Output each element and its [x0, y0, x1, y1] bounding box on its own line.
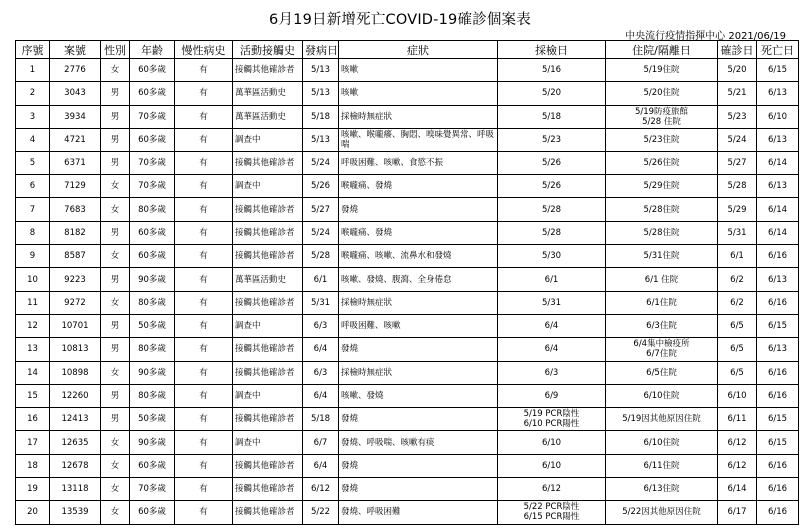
cell-admission: 6/13住院 [606, 478, 718, 501]
cell-sampling: 5/23 [498, 128, 606, 151]
header-contact: 活動接觸史 [233, 41, 303, 59]
cell-sampling: 5/22 PCR陰性 6/15 PCR陽性 [498, 501, 606, 524]
cell-contact: 接觸其他確診者 [233, 408, 303, 431]
cell-onset: 5/24 [303, 152, 339, 175]
cell-onset: 5/27 [303, 198, 339, 221]
cell-sampling: 5/28 [498, 198, 606, 221]
cell-sampling: 6/3 [498, 361, 606, 384]
cell-sex: 女 [101, 245, 130, 268]
cell-death: 6/13 [757, 175, 799, 198]
cell-contact: 接觸其他確診者 [233, 245, 303, 268]
cell-case-no: 8587 [50, 245, 101, 268]
cell-chronic: 有 [175, 431, 233, 454]
cell-symptoms: 發燒 [339, 408, 498, 431]
cell-admission: 6/4集中檢疫所 6/7住院 [606, 338, 718, 361]
cell-onset: 5/13 [303, 82, 339, 105]
cell-sex: 男 [101, 82, 130, 105]
cell-sampling: 6/4 [498, 314, 606, 337]
header-row [16, 41, 799, 59]
cell-death: 6/16 [757, 384, 799, 407]
cell-age: 60多歲 [130, 245, 175, 268]
cell-confirmed: 6/5 [718, 361, 757, 384]
case-table [15, 40, 799, 525]
header-onset: 發病日 [303, 41, 339, 59]
cell-chronic: 有 [175, 268, 233, 291]
cell-confirmed: 5/21 [718, 82, 757, 105]
cell-symptoms: 發燒、呼吸困難 [339, 501, 498, 524]
cell-symptoms: 咳嗽、喉嚨癢、胸悶、嗅味覺異常、呼吸喘 [339, 128, 498, 151]
cell-onset: 5/31 [303, 291, 339, 314]
cell-seq: 1 [16, 59, 50, 82]
cell-seq: 11 [16, 291, 50, 314]
cell-admission: 6/10住院 [606, 384, 718, 407]
cell-sex: 男 [101, 268, 130, 291]
table-row [16, 245, 799, 268]
cell-seq: 9 [16, 245, 50, 268]
table-row [16, 152, 799, 175]
cell-admission: 5/28住院 [606, 198, 718, 221]
cell-age: 60多歲 [130, 501, 175, 524]
cell-sex: 男 [101, 408, 130, 431]
cell-age: 60多歲 [130, 59, 175, 82]
table-row [16, 408, 799, 431]
cell-age: 50多歲 [130, 408, 175, 431]
cell-admission: 5/22因其他原因住院 [606, 501, 718, 524]
cell-death: 6/16 [757, 245, 799, 268]
cell-age: 90多歲 [130, 361, 175, 384]
cell-onset: 6/7 [303, 431, 339, 454]
cell-symptoms: 發燒 [339, 454, 498, 477]
cell-confirmed: 6/2 [718, 268, 757, 291]
cell-chronic: 有 [175, 408, 233, 431]
cell-case-no: 12413 [50, 408, 101, 431]
cell-death: 6/15 [757, 431, 799, 454]
cell-seq: 6 [16, 175, 50, 198]
cell-contact: 接觸其他確診者 [233, 152, 303, 175]
cell-contact: 接觸其他確診者 [233, 291, 303, 314]
cell-sampling: 6/9 [498, 384, 606, 407]
cell-case-no: 12635 [50, 431, 101, 454]
cell-sampling: 5/30 [498, 245, 606, 268]
cell-chronic: 有 [175, 175, 233, 198]
cell-symptoms: 咳嗽、發燒 [339, 384, 498, 407]
cell-sex: 男 [101, 128, 130, 151]
cell-onset: 5/22 [303, 501, 339, 524]
cell-sex: 男 [101, 384, 130, 407]
cell-symptoms: 呼吸困難、咳嗽 [339, 314, 498, 337]
cell-confirmed: 6/5 [718, 338, 757, 361]
cell-seq: 4 [16, 128, 50, 151]
table-row [16, 175, 799, 198]
cell-death: 6/13 [757, 128, 799, 151]
cell-confirmed: 6/1 [718, 245, 757, 268]
cell-death: 6/16 [757, 501, 799, 524]
cell-sex: 男 [101, 221, 130, 244]
cell-case-no: 9272 [50, 291, 101, 314]
cell-onset: 6/3 [303, 361, 339, 384]
cell-admission: 6/5住院 [606, 361, 718, 384]
cell-symptoms: 咳嗽、發燒、腹瀉、全身倦怠 [339, 268, 498, 291]
cell-onset: 5/13 [303, 59, 339, 82]
cell-admission: 5/26住院 [606, 152, 718, 175]
cell-chronic: 有 [175, 198, 233, 221]
header-admission: 住院/隔離日 [606, 41, 718, 59]
cell-confirmed: 6/10 [718, 384, 757, 407]
table-row [16, 478, 799, 501]
cell-symptoms: 喉嚨痛、咳嗽、流鼻水和發燒 [339, 245, 498, 268]
cell-confirmed: 5/20 [718, 59, 757, 82]
cell-admission: 6/1住院 [606, 291, 718, 314]
cell-age: 70多歲 [130, 152, 175, 175]
cell-case-no: 3934 [50, 105, 101, 128]
cell-symptoms: 發燒 [339, 478, 498, 501]
cell-age: 50多歲 [130, 314, 175, 337]
cell-sex: 女 [101, 175, 130, 198]
cell-age: 70多歲 [130, 175, 175, 198]
cell-sex: 男 [101, 152, 130, 175]
cell-onset: 5/28 [303, 245, 339, 268]
cell-case-no: 13118 [50, 478, 101, 501]
cell-case-no: 4721 [50, 128, 101, 151]
cell-case-no: 3043 [50, 82, 101, 105]
table-row [16, 105, 799, 128]
cell-seq: 10 [16, 268, 50, 291]
cell-case-no: 10701 [50, 314, 101, 337]
cell-chronic: 有 [175, 105, 233, 128]
cell-confirmed: 5/29 [718, 198, 757, 221]
cell-onset: 6/1 [303, 268, 339, 291]
cell-admission: 5/19防疫旅館 5/28 住院 [606, 105, 718, 128]
cell-admission: 6/1 住院 [606, 268, 718, 291]
cell-sampling: 5/18 [498, 105, 606, 128]
cell-death: 6/14 [757, 198, 799, 221]
cell-contact: 接觸其他確診者 [233, 198, 303, 221]
cell-sex: 女 [101, 198, 130, 221]
cell-chronic: 有 [175, 82, 233, 105]
cell-seq: 19 [16, 478, 50, 501]
header-age: 年齡 [130, 41, 175, 59]
cell-contact: 接觸其他確診者 [233, 361, 303, 384]
cell-contact: 調查中 [233, 314, 303, 337]
cell-symptoms: 發燒、呼吸喘、咳嗽有痰 [339, 431, 498, 454]
cell-symptoms: 咳嗽 [339, 59, 498, 82]
cell-seq: 3 [16, 105, 50, 128]
cell-onset: 6/3 [303, 314, 339, 337]
table-row [16, 128, 799, 151]
cell-contact: 調查中 [233, 128, 303, 151]
cell-admission: 5/19住院 [606, 59, 718, 82]
cell-symptoms: 發燒 [339, 198, 498, 221]
cell-confirmed: 6/5 [718, 314, 757, 337]
cell-admission: 5/23住院 [606, 128, 718, 151]
cell-symptoms: 發燒 [339, 338, 498, 361]
cell-confirmed: 6/11 [718, 408, 757, 431]
table-row [16, 314, 799, 337]
cell-death: 6/16 [757, 478, 799, 501]
cell-case-no: 8182 [50, 221, 101, 244]
cell-death: 6/15 [757, 59, 799, 82]
cell-confirmed: 5/28 [718, 175, 757, 198]
cell-sex: 男 [101, 105, 130, 128]
cell-age: 80多歲 [130, 291, 175, 314]
cell-age: 70多歲 [130, 478, 175, 501]
cell-symptoms: 咳嗽 [339, 82, 498, 105]
cell-confirmed: 6/12 [718, 431, 757, 454]
cell-sampling: 6/12 [498, 478, 606, 501]
cell-chronic: 有 [175, 221, 233, 244]
cell-symptoms: 呼吸困難、咳嗽、食慾不振 [339, 152, 498, 175]
cell-seq: 8 [16, 221, 50, 244]
cell-onset: 5/18 [303, 408, 339, 431]
cell-chronic: 有 [175, 478, 233, 501]
cell-death: 6/13 [757, 82, 799, 105]
cell-seq: 18 [16, 454, 50, 477]
cell-contact: 調查中 [233, 384, 303, 407]
cell-sampling: 5/26 [498, 175, 606, 198]
cell-admission: 6/10住院 [606, 431, 718, 454]
cell-chronic: 有 [175, 361, 233, 384]
cell-symptoms: 採檢時無症狀 [339, 361, 498, 384]
cell-confirmed: 5/24 [718, 128, 757, 151]
cell-death: 6/14 [757, 152, 799, 175]
cell-contact: 萬華區活動史 [233, 105, 303, 128]
cell-admission: 6/3住院 [606, 314, 718, 337]
cell-onset: 5/24 [303, 221, 339, 244]
cell-chronic: 有 [175, 501, 233, 524]
header-sex: 性別 [101, 41, 130, 59]
cell-age: 60多歲 [130, 221, 175, 244]
cell-age: 60多歲 [130, 454, 175, 477]
table-row [16, 361, 799, 384]
cell-onset: 5/26 [303, 175, 339, 198]
cell-seq: 12 [16, 314, 50, 337]
cell-seq: 20 [16, 501, 50, 524]
table-row [16, 59, 799, 82]
cell-age: 60多歲 [130, 128, 175, 151]
table-row [16, 82, 799, 105]
cell-chronic: 有 [175, 384, 233, 407]
cell-sex: 女 [101, 59, 130, 82]
cell-seq: 14 [16, 361, 50, 384]
cell-symptoms: 喉嚨痛、發燒 [339, 175, 498, 198]
cell-onset: 6/12 [303, 478, 339, 501]
cell-contact: 接觸其他確診者 [233, 338, 303, 361]
table-row [16, 384, 799, 407]
cell-death: 6/15 [757, 314, 799, 337]
cell-sex: 男 [101, 314, 130, 337]
cell-sex: 女 [101, 361, 130, 384]
cell-admission: 5/31住院 [606, 245, 718, 268]
cell-contact: 接觸其他確診者 [233, 501, 303, 524]
cell-contact: 接觸其他確診者 [233, 59, 303, 82]
page-title: 6月19日新增死亡COVID-19確診個案表 [269, 12, 531, 28]
header-seq: 序號 [16, 41, 50, 59]
cell-age: 70多歲 [130, 105, 175, 128]
cell-age: 80多歲 [130, 384, 175, 407]
cell-chronic: 有 [175, 128, 233, 151]
table-row [16, 291, 799, 314]
cell-age: 80多歲 [130, 198, 175, 221]
cell-admission: 5/20住院 [606, 82, 718, 105]
cell-death: 6/13 [757, 338, 799, 361]
cell-case-no: 10898 [50, 361, 101, 384]
cell-case-no: 2776 [50, 59, 101, 82]
table-row [16, 431, 799, 454]
cell-seq: 17 [16, 431, 50, 454]
cell-sampling: 5/16 [498, 59, 606, 82]
cell-case-no: 6371 [50, 152, 101, 175]
cell-age: 90多歲 [130, 431, 175, 454]
cell-death: 6/13 [757, 268, 799, 291]
cell-chronic: 有 [175, 338, 233, 361]
cell-seq: 13 [16, 338, 50, 361]
cell-sex: 女 [101, 454, 130, 477]
table-row [16, 501, 799, 524]
cell-admission: 5/29住院 [606, 175, 718, 198]
cell-sex: 女 [101, 431, 130, 454]
cell-case-no: 10813 [50, 338, 101, 361]
cell-sampling: 5/31 [498, 291, 606, 314]
table-row [16, 268, 799, 291]
cell-contact: 接觸其他確診者 [233, 454, 303, 477]
cell-symptoms: 採檢時無症狀 [339, 105, 498, 128]
cell-sampling: 6/10 [498, 454, 606, 477]
cell-sampling: 5/28 [498, 221, 606, 244]
cell-contact: 調查中 [233, 431, 303, 454]
cell-case-no: 7129 [50, 175, 101, 198]
header-death: 死亡日 [757, 41, 799, 59]
cell-case-no: 13539 [50, 501, 101, 524]
cell-case-no: 12260 [50, 384, 101, 407]
cell-confirmed: 5/23 [718, 105, 757, 128]
cell-contact: 接觸其他確診者 [233, 478, 303, 501]
cell-confirmed: 5/27 [718, 152, 757, 175]
cell-contact: 接觸其他確診者 [233, 221, 303, 244]
cell-chronic: 有 [175, 454, 233, 477]
cell-sex: 女 [101, 291, 130, 314]
cell-seq: 2 [16, 82, 50, 105]
cell-sampling: 5/20 [498, 82, 606, 105]
cell-seq: 16 [16, 408, 50, 431]
cell-symptoms: 喉嚨痛、發燒 [339, 221, 498, 244]
cell-contact: 調查中 [233, 175, 303, 198]
cell-sampling: 5/19 PCR陰性 6/10 PCR陽性 [498, 408, 606, 431]
cell-age: 80多歲 [130, 338, 175, 361]
cell-sampling: 6/4 [498, 338, 606, 361]
cell-seq: 15 [16, 384, 50, 407]
cell-death: 6/14 [757, 221, 799, 244]
cell-seq: 5 [16, 152, 50, 175]
cell-sampling: 6/10 [498, 431, 606, 454]
table-row [16, 198, 799, 221]
cell-onset: 6/4 [303, 338, 339, 361]
cell-age: 90多歲 [130, 268, 175, 291]
cell-confirmed: 6/12 [718, 454, 757, 477]
cell-confirmed: 6/17 [718, 501, 757, 524]
cell-seq: 7 [16, 198, 50, 221]
cell-chronic: 有 [175, 291, 233, 314]
cell-death: 6/16 [757, 291, 799, 314]
cell-admission: 5/19因其他原因住院 [606, 408, 718, 431]
cell-death: 6/10 [757, 105, 799, 128]
cell-chronic: 有 [175, 314, 233, 337]
header-case-no: 案號 [50, 41, 101, 59]
source-note: 中央流行疫情指揮中心 2021/06/19 [625, 31, 786, 42]
cell-death: 6/16 [757, 454, 799, 477]
cell-onset: 5/18 [303, 105, 339, 128]
cell-sex: 女 [101, 478, 130, 501]
cell-sex: 男 [101, 338, 130, 361]
cell-confirmed: 6/2 [718, 291, 757, 314]
cell-chronic: 有 [175, 59, 233, 82]
cell-case-no: 7683 [50, 198, 101, 221]
cell-onset: 6/4 [303, 454, 339, 477]
cell-sampling: 6/1 [498, 268, 606, 291]
cell-sex: 女 [101, 501, 130, 524]
cell-contact: 萬華區活動史 [233, 82, 303, 105]
cell-contact: 萬華區活動史 [233, 268, 303, 291]
cell-onset: 5/13 [303, 128, 339, 151]
cell-chronic: 有 [175, 245, 233, 268]
header-symptoms: 症狀 [339, 41, 498, 59]
cell-sampling: 5/26 [498, 152, 606, 175]
cell-case-no: 12678 [50, 454, 101, 477]
header-chronic: 慢性病史 [175, 41, 233, 59]
cell-symptoms: 採檢時無症狀 [339, 291, 498, 314]
header-sampling: 採檢日 [498, 41, 606, 59]
cell-chronic: 有 [175, 152, 233, 175]
cell-onset: 6/4 [303, 384, 339, 407]
table-row [16, 338, 799, 361]
cell-confirmed: 5/31 [718, 221, 757, 244]
cell-case-no: 9223 [50, 268, 101, 291]
cell-confirmed: 6/14 [718, 478, 757, 501]
cell-death: 6/15 [757, 408, 799, 431]
cell-death: 6/16 [757, 361, 799, 384]
table-row [16, 454, 799, 477]
cell-admission: 6/11住院 [606, 454, 718, 477]
header-confirmed: 確診日 [718, 41, 757, 59]
table-row [16, 221, 799, 244]
cell-admission: 5/28住院 [606, 221, 718, 244]
cell-age: 60多歲 [130, 82, 175, 105]
